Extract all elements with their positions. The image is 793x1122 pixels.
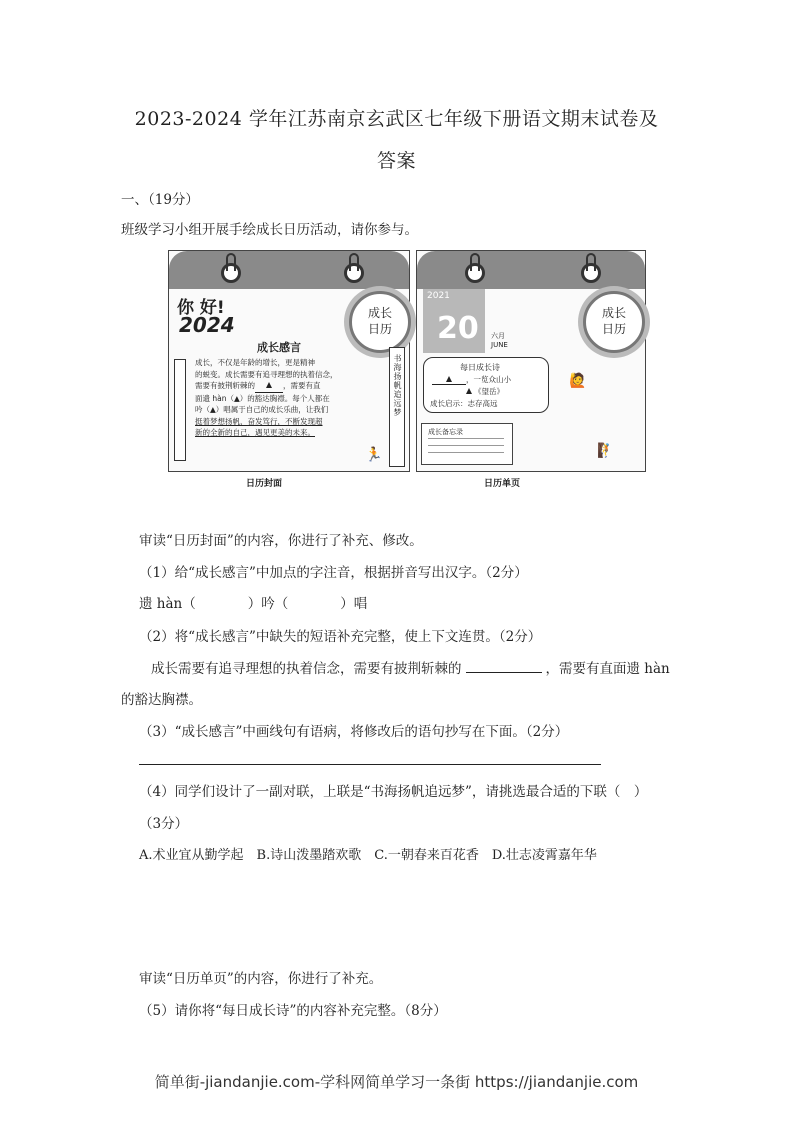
- question-4-score: （3分）: [139, 816, 189, 832]
- calendar-header: [417, 251, 645, 289]
- ring-hook-icon: [226, 253, 236, 271]
- month-cn: 六月: [491, 332, 505, 340]
- left-bookmark: [174, 359, 186, 461]
- answer-blank[interactable]: [466, 660, 542, 673]
- question-3: （3）“成长感言”中画线句有语病，将修改后的语句抄写在下面。（2分）: [139, 724, 569, 740]
- memo-line: [428, 438, 504, 439]
- essay-line: 需要有披荆斩棘的 ，需要有直: [195, 380, 375, 393]
- date-block: [423, 289, 485, 353]
- essay-line: 成长，不仅是年龄的增长，更是精神: [195, 358, 315, 367]
- poem-title: 每日成长诗: [460, 363, 500, 372]
- essay-line: 吟（▲）唱属于自己的成长乐曲，让我们: [195, 405, 329, 414]
- climbing-figure-icon: 🧗: [597, 443, 615, 459]
- badge-line: 成长: [601, 306, 626, 320]
- greeting-text: 你 好!: [177, 298, 225, 318]
- question-2: （2）将“成长感言”中缺失的短语补充完整，使上下文连贯。（2分）: [139, 629, 542, 645]
- intro-text: 班级学习小组开展手绘成长日历活动，请你参与。: [121, 222, 418, 238]
- month-en: JUNE: [491, 341, 508, 349]
- essay-line: 的蜕变。成长需要有追寻理想的执着信念，: [195, 369, 338, 379]
- memo-line: [428, 445, 504, 446]
- ring-hook-icon: [586, 253, 596, 271]
- badge-line: 成长: [367, 306, 392, 320]
- couplet-text: 书海扬帆追远梦: [393, 354, 402, 417]
- essay-line-underlined: 挺着梦想扬帆，奋发笃行，不断发现超: [195, 416, 323, 426]
- answer-line[interactable]: [139, 764, 601, 765]
- question-4: （4）同学们设计了一副对联，上联是“书海扬帆追远梦”，请挑选最合适的下联（ ）: [139, 784, 648, 800]
- cover-caption: 日历封面: [246, 479, 283, 489]
- running-figure-icon: 🏃: [365, 447, 383, 463]
- section-heading: 一、（19分）: [121, 192, 199, 208]
- badge-line: 日历: [601, 322, 626, 336]
- question-1: （1）给“成长感言”中加点的字注音，根据拼音写出汉字。（2分）: [139, 565, 528, 581]
- page-title: 2023-2024 学年江苏南京玄武区七年级下册语文期末试卷及: [134, 108, 659, 130]
- page-title-cont: 答案: [376, 150, 416, 172]
- question-4-options: A.术业宜从勤学起 B.诗山泼墨踏欢歌 C.一朝春来百花香 D.壮志凌霄嘉年华: [139, 848, 597, 863]
- memo-box: [421, 423, 513, 465]
- calendar-cover: [168, 250, 410, 472]
- question-2-text: 成长需要有追寻理想的执着信念，需要有披荆斩棘的 ，需要有直面遗 hàn: [151, 661, 670, 677]
- calendar-page: [416, 250, 646, 472]
- couplet-scroll: [389, 347, 405, 467]
- footer-watermark: 简单街-jiandanjie.com-学科网简单学习一条街 https://jiandanjie.com: [154, 1073, 639, 1091]
- badge-line: 日历: [367, 322, 392, 336]
- question-1-answer: 遗 hàn（ ）吟（ ）唱: [139, 596, 368, 612]
- poem-line: ，一览众山小: [432, 374, 511, 385]
- essay-title: 成长感言: [257, 341, 301, 354]
- calendar-header: [169, 251, 409, 289]
- essay-line-underlined: 新的全新的自己，遇见更美的未来。: [195, 428, 315, 437]
- essay-body: [195, 357, 375, 439]
- page-day: 20: [437, 311, 479, 346]
- growth-badge: [583, 291, 645, 353]
- page-caption: 日历单页: [484, 479, 521, 489]
- cover-year: 2024: [179, 313, 235, 337]
- calendar-figure: [166, 240, 648, 495]
- question-5: （5）请你将“每日成长诗”的内容补充完整。（8分）: [139, 1003, 447, 1019]
- question-2-text-cont: 的豁达胸襟。: [121, 692, 202, 708]
- memo-title: 成长备忘录: [428, 428, 463, 436]
- poem-line: 《望岳》: [464, 386, 504, 397]
- daily-poem-box: [423, 357, 549, 413]
- review-page-prompt: 审读“日历单页”的内容，你进行了补充。: [139, 971, 383, 987]
- growth-badge: [349, 291, 411, 353]
- ring-hook-icon: [349, 253, 359, 271]
- poem-note: 成长启示：志存高远: [430, 399, 498, 408]
- memo-line: [428, 452, 504, 453]
- review-cover-prompt: 审读“日历封面”的内容，你进行了补充、修改。: [139, 533, 423, 549]
- essay-line: 面遗 hàn（▲）的豁达胸襟。每个人都在: [195, 393, 330, 403]
- page-year: 2021: [427, 291, 450, 301]
- ring-hook-icon: [470, 253, 480, 271]
- waving-figure-icon: 🙋: [569, 373, 587, 389]
